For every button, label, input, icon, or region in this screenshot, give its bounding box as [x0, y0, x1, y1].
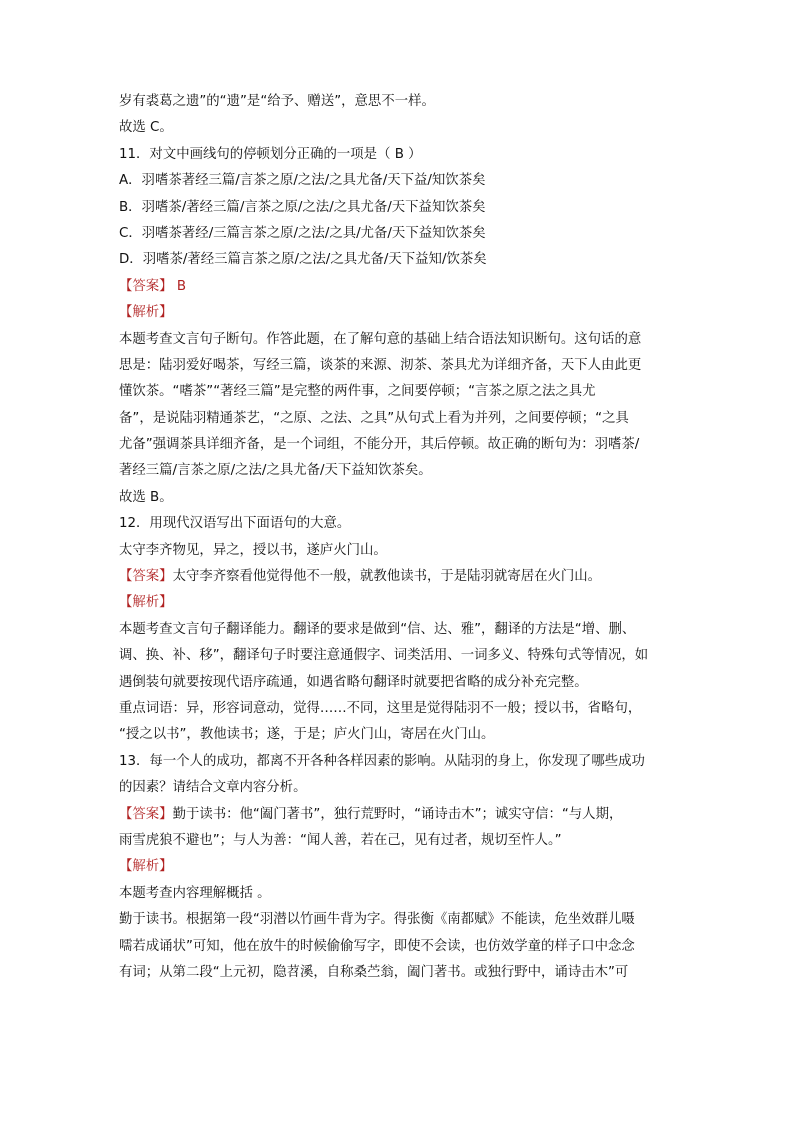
answer-tag: 【答案】 [119, 569, 173, 585]
answer-tag: 【答案】 [119, 806, 173, 822]
question-13-stem: 13．每一个人的成功，都离不开各种各样因素的影响。从陆羽的身上，你发现了哪些成功 [119, 753, 645, 769]
text-line: 的因素？请结合文章内容分析。 [119, 780, 307, 796]
analysis-line [119, 590, 675, 616]
text-line: 懂饮茶。“嗜茶”“著经三篇”是完整的两件事，之间要停顿；“言茶之原之法之具尤 [119, 384, 596, 400]
text-line: 有词；从第二段“上元初，隐苕溪，自称桑苎翁，阖门著书。或独行野中，诵诗击木”可 [119, 964, 629, 980]
analysis-tag: 【解析】 [119, 305, 173, 321]
text-line: 嚅若成诵状”可知，他在放牛的时候偷偷写字，即使不会读，也仿效学童的样子口中念念 [119, 938, 635, 954]
option-d: D．羽嗜茶/著经三篇言茶之原/之法/之具尤备/天下益知/饮茶矣 [119, 252, 487, 268]
answer-value: B [176, 278, 187, 294]
analysis-line [119, 300, 675, 326]
text-line: 尤备”强调茶具详细齐备，是一个词组，不能分开，其后停顿。故正确的断句为：羽嗜茶/ [119, 437, 640, 453]
text-line: “授之以书”，教他读书；遂，于是；庐火门山，寄居在火门山。 [119, 727, 495, 743]
text-line: 故选 B。 [119, 489, 173, 505]
question-11-stem: 11．对文中画线句的停顿划分正确的一项是（ B ） [119, 146, 422, 162]
answer-text: 勤于读书：他“阖门著书”，独行荒野时，“诵诗击木”；诚实守信：“与人期， [172, 806, 623, 822]
text-line: 本题考查文言句子断句。作答此题，在了解句意的基础上结合语法知识断句。这句话的意 [119, 331, 642, 347]
document-page [119, 89, 675, 986]
analysis-tag: 【解析】 [119, 595, 173, 611]
text-line: 勤于读书。根据第一段“羽潜以竹画牛背为字。得张衡《南都赋》不能读，危坐效群儿嗫 [119, 912, 635, 928]
text-line: 备”，是说陆羽精通茶艺，“之原、之法、之具”从句式上看为并列，之间要停顿；“之具 [119, 410, 629, 426]
text-line: 本题考查内容理解概括 。 [119, 885, 271, 901]
text-line: 雨雪虎狼不避也”；与人为善：“闻人善，若在己，见有过者，规切至忤人。” [119, 832, 562, 848]
option-b: B．羽嗜茶/著经三篇/言茶之原/之法/之具尤备/天下益知饮茶矣 [119, 199, 486, 215]
text-line: 太守李齐物见，异之，授以书，遂庐火门山。 [119, 542, 387, 558]
text-line: 故选 C。 [119, 120, 173, 136]
answer-text: 太守李齐察看他觉得他不一般，就教他读书，于是陆羽就寄居在火门山。 [172, 569, 602, 585]
option-a: A．羽嗜茶著经三篇/言茶之原/之法/之具尤备/天下益/知饮茶矣 [119, 173, 486, 189]
text-line: 本题考查文言句子翻译能力。翻译的要求是做到“信、达、雅”，翻译的方法是“增、删、 [119, 621, 636, 637]
answer-tag: 【答案】 [119, 278, 173, 294]
text-line: 思是：陆羽爱好喝茶，写经三篇，谈茶的来源、沏茶、茶具尤为详细齐备，天下人由此更 [119, 357, 642, 373]
analysis-line [119, 854, 675, 880]
answer-line [119, 802, 675, 828]
text-line: 岁有裘葛之遗”的“遗”是“给予、赠送”，意思不一样。 [119, 94, 435, 109]
option-c: C．羽嗜茶著经/三篇言茶之原/之法/之具/尤备/天下益知饮茶矣 [119, 225, 486, 241]
text-line: 遇倒装句就要按现代语序疏通，如遇省略句翻译时就要把省略的成分补充完整。 [119, 674, 588, 690]
text-line: 调、换、补、移”，翻译句子时要注意通假字、词类活用、一词多义、特殊句式等情况，如 [119, 648, 649, 664]
question-12-stem: 12．用现代汉语写出下面语句的大意。 [119, 516, 351, 532]
text-line: 重点词语：异，形容词意动，觉得……不同，这里是觉得陆羽不一般；授以书，省略句， [119, 700, 642, 716]
text-line: 著经三篇/言茶之原/之法/之具尤备/天下益知饮茶矣。 [119, 463, 432, 479]
answer-line [119, 564, 675, 590]
analysis-tag: 【解析】 [119, 859, 173, 875]
answer-line [119, 274, 675, 300]
